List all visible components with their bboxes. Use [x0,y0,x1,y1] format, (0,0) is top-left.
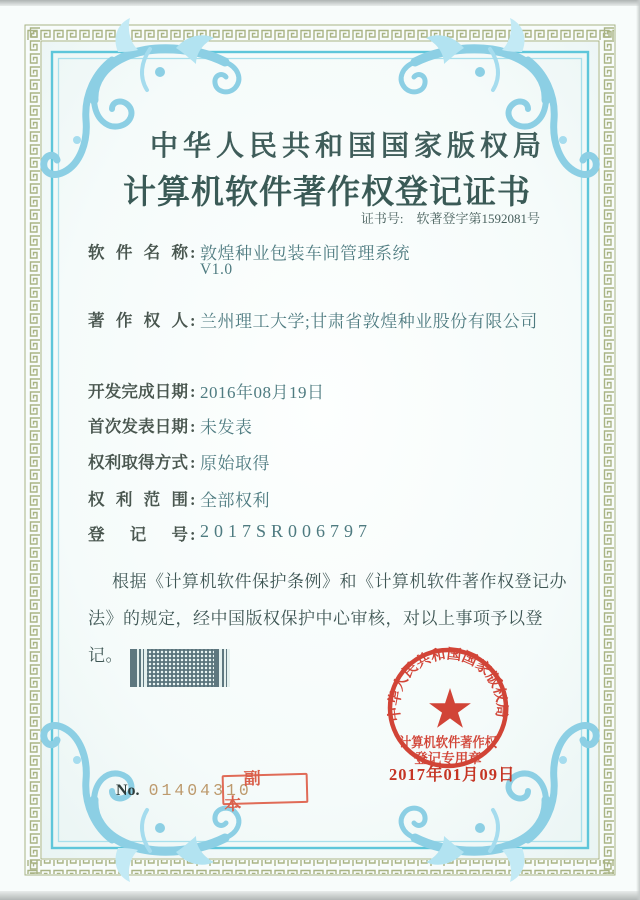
field-row-copyright-owner [88,307,196,331]
issuer-title: 中华人民共和国国家版权局 [149,131,546,162]
field-colon: : [190,311,196,330]
field-value-registration-number: 2017SR006797 [200,521,373,541]
field-value-copyright-owner: 兰州理工大学;甘肃省敦煌种业股份有限公司 [200,312,538,331]
seal-line1: 计算机软件著作权 [399,735,507,750]
field-value-right-acquisition: 原始取得 [200,454,270,473]
field-value-software-name: 敦煌种业包装车间管理系统 [200,244,410,263]
field-label: 软件名称 [88,243,188,262]
registration-statement: 根据《计算机软件保护条例》和《计算机软件著作权登记办法》的规定，经中国版权保护中心审核，对以上事项予以登记。 [88,572,567,665]
field-row-dev-complete-date [88,378,196,402]
field-colon: : [190,453,196,472]
barcode [130,649,230,687]
barcode-start-bars [130,649,147,687]
star-icon [429,688,471,728]
field-label: 著作权人 [88,311,188,330]
certificate-number-value: 软著登字第1592081号 [416,211,540,226]
certificate-title: 计算机软件著作权登记证书 [123,175,531,211]
field-colon: : [190,382,196,401]
field-value-software-version: V1.0 [200,261,233,278]
meander-band-bottom [26,860,614,874]
field-label: 登记号 [88,525,188,544]
field-value-dev-complete-date: 2016年08月19日 [200,383,325,402]
serial-number: 01404310 [148,781,252,800]
barcode-data-region [147,649,214,687]
field-row-registration-number [88,521,196,545]
certificate-number-line [361,208,540,227]
meander-band-top [26,26,614,40]
field-row-right-acquisition [88,449,196,473]
seal-line2: 登记专用章 [414,751,482,766]
field-colon: : [190,243,196,262]
serial-prefix: No. [116,782,140,799]
field-label: 首次发表日期 [88,417,188,436]
field-colon: : [190,490,196,509]
field-row-software-name [88,239,196,263]
field-label: 权利范围 [88,490,188,509]
field-colon: : [190,417,196,436]
field-value-first-publish-date: 未发表 [200,418,253,437]
field-value-right-scope: 全部权利 [200,491,270,510]
seal-ring-text: 中华人民共和国国家版权局 [386,646,510,723]
barcode-stop-bars [214,649,230,687]
field-row-right-scope [88,486,196,510]
field-label: 权利取得方式 [88,453,188,472]
copy-stamp-text: 副本 [224,768,281,815]
field-row-first-publish-date [88,413,196,437]
field-label: 开发完成日期 [88,382,188,401]
seal-date: 2017年01月09日 [389,765,516,784]
copy-stamp [222,768,309,815]
field-colon: : [190,525,196,544]
certificate-number-label: 证书号: [360,211,404,226]
